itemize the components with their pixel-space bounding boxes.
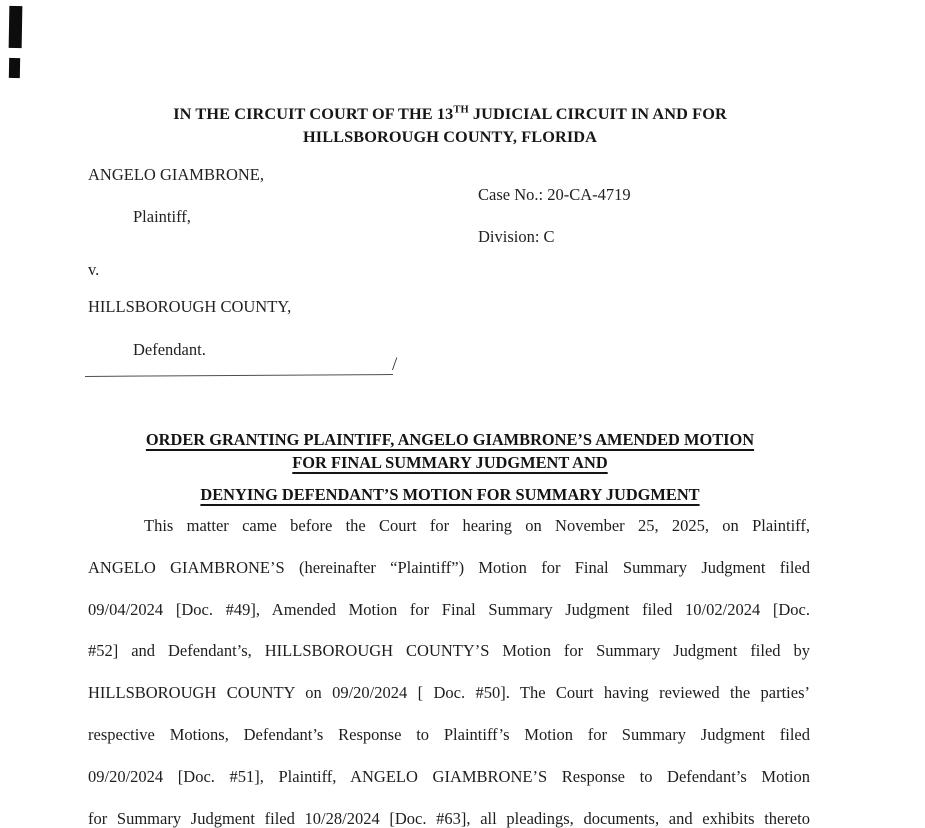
- division: Division: C: [478, 227, 555, 246]
- scan-artifact: [9, 6, 23, 48]
- scan-artifact: [9, 58, 20, 78]
- caption-separator-slash: /: [392, 354, 398, 375]
- court-header: [88, 102, 812, 148]
- court-header-line1-text-cont: JUDICIAL CIRCUIT IN AND FOR: [468, 104, 727, 123]
- plaintiff-name: ANGELO GIAMBRONE,: [88, 165, 264, 184]
- defendant-name: HILLSBOROUGH COUNTY,: [88, 297, 292, 316]
- court-header-line1-text: IN THE CIRCUIT COURT OF THE 13: [173, 104, 454, 123]
- order-title-line2: FOR FINAL SUMMARY JUDGMENT AND: [292, 452, 608, 472]
- body-line: respective Motions, Defendant’s Response to Plaintiff’s Motion for Summary Judgment filed: [88, 724, 810, 744]
- order-title-line3: DENYING DEFENDANT’S MOTION FOR SUMMARY JUDGMENT: [200, 485, 700, 504]
- order-title: [88, 429, 812, 507]
- body-line: This matter came before the Court for hearing on November 25, 2025, on Plaintiff,: [144, 516, 810, 535]
- case-number: Case No.: 20-CA-4719: [478, 185, 631, 204]
- order-body-paragraph: [88, 505, 810, 828]
- plaintiff-designation: Plaintiff,: [133, 207, 191, 226]
- versus-abbreviation: v.: [88, 260, 100, 279]
- body-line: 09/04/2024 [Doc. #49], Amended Motion for Final Summary Judgment filed 10/02/2024 [Doc.: [88, 599, 810, 619]
- body-line: HILLSBOROUGH COUNTY on 09/20/2024 [ Doc. #50]. The Court having reviewed the parties’: [88, 683, 810, 703]
- body-line: ANGELO GIAMBRONE’S (hereinafter “Plaintiff”) Motion for Final Summary Judgment filed: [88, 557, 810, 577]
- body-line: 09/20/2024 [Doc. #51], Plaintiff, ANGELO GIAMBRONE’S Response to Defendant’s Motion: [88, 766, 810, 786]
- court-header-line1: [88, 102, 812, 125]
- caption-separator-line: [85, 374, 393, 377]
- order-title-line1: ORDER GRANTING PLAINTIFF, ANGELO GIAMBRONE’S AMENDED MOTION: [145, 430, 755, 449]
- body-line: for Summary Judgment filed 10/28/2024 [Doc. #63], all pleadings, documents, and exhibits thereto: [88, 808, 810, 828]
- court-header-line2: HILLSBOROUGH COUNTY, FLORIDA: [303, 127, 597, 146]
- court-header-ordinal-superscript: TH: [453, 104, 469, 116]
- defendant-designation: Defendant.: [133, 340, 206, 359]
- body-line: #52] and Defendant’s, HILLSBOROUGH COUNTY’S Motion for Summary Judgment filed by: [88, 641, 810, 661]
